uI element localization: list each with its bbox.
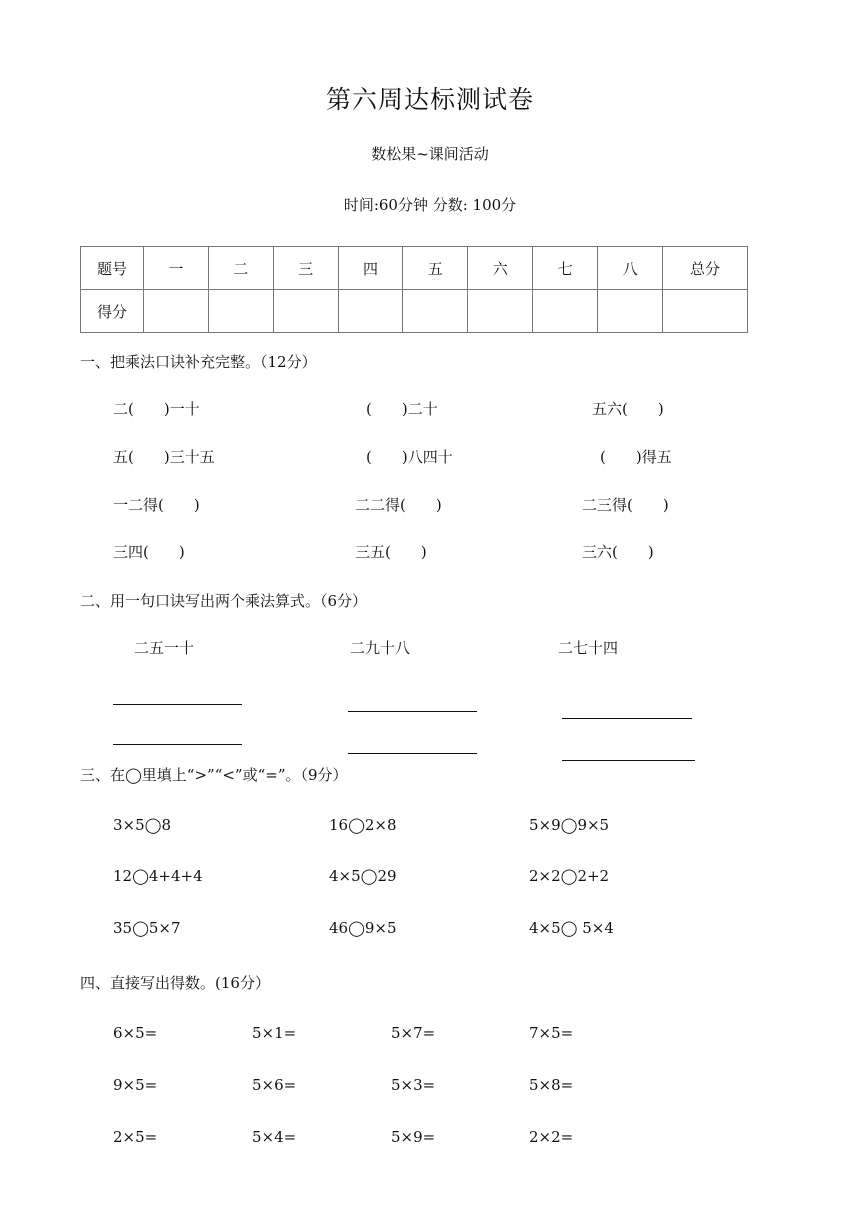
question-item: 9×5= — [113, 1076, 158, 1094]
score-input-cell[interactable] — [663, 290, 748, 333]
answer-line[interactable] — [562, 718, 692, 719]
answer-line[interactable] — [562, 760, 695, 761]
table-cell: 二 — [208, 247, 273, 290]
question-item: 6×5= — [113, 1024, 158, 1042]
answer-line[interactable] — [113, 704, 242, 705]
table-row — [81, 247, 748, 290]
score-input-cell[interactable] — [208, 290, 273, 333]
question-item: 7×5= — [529, 1024, 574, 1042]
question-item: 二( )一十 — [113, 400, 200, 418]
score-input-cell[interactable] — [273, 290, 338, 333]
score-input-cell[interactable] — [338, 290, 403, 333]
page-title: 第六周达标测试卷 — [325, 85, 534, 114]
score-input-cell[interactable] — [143, 290, 208, 333]
table-cell: 得分 — [81, 290, 144, 333]
table-cell: 八 — [598, 247, 663, 290]
question-item: 5×8= — [529, 1076, 574, 1094]
answer-line[interactable] — [348, 753, 477, 754]
question-item: 35◯5×7 — [113, 919, 181, 937]
question-item: 二二得( ) — [355, 496, 442, 514]
time-score-info: 时间:60分钟 分数: 100分 — [343, 196, 517, 214]
table-cell: 四 — [338, 247, 403, 290]
question-item: 5×3= — [391, 1076, 436, 1094]
question-item: 二九十八 — [350, 639, 411, 657]
score-table — [80, 246, 748, 333]
question-item: 5×7= — [391, 1024, 436, 1042]
section3-heading: 三、在◯里填上“>”“<”或“=”。（9分） — [80, 766, 348, 784]
question-item: 4×5◯29 — [329, 867, 397, 885]
table-cell: 题号 — [81, 247, 144, 290]
question-item: 5×1= — [252, 1024, 297, 1042]
table-cell: 三 — [273, 247, 338, 290]
table-cell: 六 — [468, 247, 533, 290]
table-cell: 一 — [143, 247, 208, 290]
question-item: 三六( ) — [582, 543, 654, 561]
question-item: 4×5◯ 5×4 — [529, 919, 614, 937]
question-item: 5×9◯9×5 — [529, 816, 610, 834]
question-item: 一二得( ) — [113, 496, 200, 514]
question-item: ( )得五 — [600, 448, 672, 466]
question-item: 五( )三十五 — [113, 448, 215, 466]
answer-line[interactable] — [113, 744, 242, 745]
question-item: 5×9= — [391, 1128, 436, 1146]
question-item: 5×4= — [252, 1128, 297, 1146]
table-cell: 五 — [403, 247, 468, 290]
question-item: 2×2= — [529, 1128, 574, 1146]
question-item: 三四( ) — [113, 543, 185, 561]
question-item: ( )八四十 — [366, 448, 453, 466]
question-item: 二五一十 — [134, 639, 195, 657]
score-input-cell[interactable] — [468, 290, 533, 333]
question-item: 5×6= — [252, 1076, 297, 1094]
section1-heading: 一、把乘法口诀补充完整。（12分） — [80, 353, 317, 371]
question-item: 3×5◯8 — [113, 816, 171, 834]
question-item: 2×2◯2+2 — [529, 867, 610, 885]
question-item: 12◯4+4+4 — [113, 867, 203, 885]
section2-heading: 二、用一句口诀写出两个乘法算式。（6分） — [80, 592, 368, 610]
answer-line[interactable] — [348, 711, 477, 712]
question-item: 二三得( ) — [582, 496, 669, 514]
page-subtitle: 数松果~课间活动 — [371, 145, 489, 163]
section4-heading: 四、直接写出得数。(16分） — [80, 974, 270, 992]
question-item: ( )二十 — [366, 400, 438, 418]
table-cell: 七 — [533, 247, 598, 290]
table-cell: 总分 — [663, 247, 748, 290]
score-input-cell[interactable] — [598, 290, 663, 333]
question-item: 二七十四 — [558, 639, 619, 657]
question-item: 2×5= — [113, 1128, 158, 1146]
question-item: 三五( ) — [355, 543, 427, 561]
score-input-cell[interactable] — [403, 290, 468, 333]
table-row — [81, 290, 748, 333]
question-item: 五六( ) — [592, 400, 664, 418]
question-item: 16◯2×8 — [329, 816, 397, 834]
question-item: 46◯9×5 — [329, 919, 397, 937]
score-input-cell[interactable] — [533, 290, 598, 333]
